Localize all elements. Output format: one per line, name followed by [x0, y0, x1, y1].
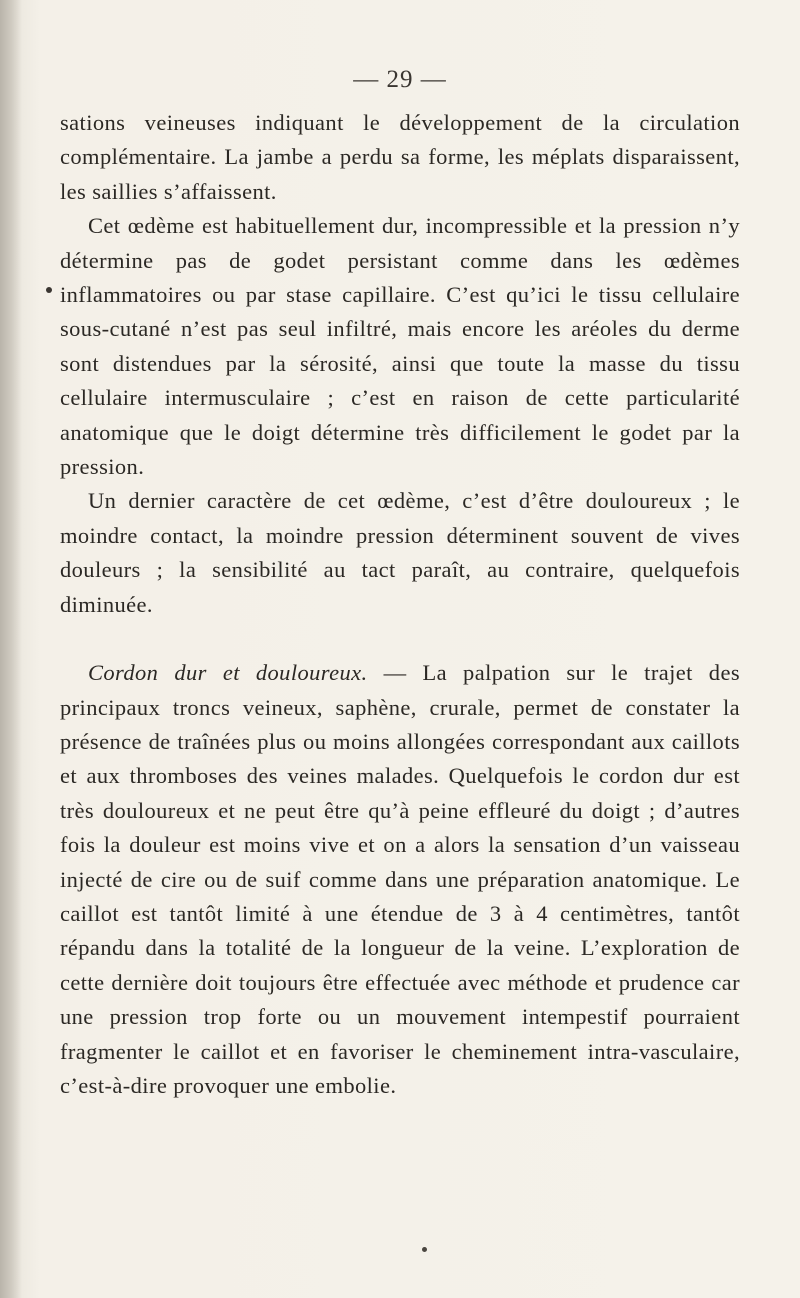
body-text	[60, 106, 740, 1103]
paragraph: sations veineuses indiquant le développement de la circulation complémentaire. La jambe a perdu sa forme, les méplats disparaissent, les saillies s’affaissent.	[60, 110, 740, 204]
paragraph: Un dernier caractère de cet œdème, c’est d’être douloureux ; le moindre contact, la moindre pression déterminent souvent de vives douleurs ; la sensibilité au tact paraît, au contraire, quelquefois diminuée.	[60, 488, 740, 617]
book-gutter-shadow	[0, 0, 22, 1298]
section-body: — La palpation sur le trajet des principaux troncs veineux, saphène, crurale, permet de constater la présence de traînées plus ou moins allongées correspondant aux caillots et aux thromboses des veines malades. Quelquefois le cordon dur est très douloureux et ne peut être qu’à peine effleuré du doigt ; d’autres fois la douleur est moins vive et on a alors la sensation d’un vaisseau injecté de cire ou de suif comme dans une préparation anatomique. Le caillot est tantôt limité à une étendue de 3 à 4 centimètres, tantôt répandu dans la totalité de la longueur de la veine. L’exploration de cette dernière doit toujours être effectuée avec méthode et prudence car une pression trop forte ou un mouvement intempestif pourraient fragmenter le caillot et en favoriser le cheminement intra-vasculaire, c’est-à-dire provoquer une embolie.	[60, 660, 740, 1098]
paragraph: Cet œdème est habituellement dur, incompressible et la pression n’y détermine pas de godet persistant comme dans les œdèmes inflammatoires ou par stase capillaire. C’est qu’ici le tissu cellulaire sous-cutané n’est pas seul infiltré, mais encore les aréoles du derme sont distendues par la sérosité, ainsi que toute la masse du tissu cellulaire intermusculaire ; c’est en raison de cette particularité anatomique que le doigt détermine très difficilement le godet par la pression.	[60, 213, 740, 480]
page-number: — 29 —	[353, 66, 447, 93]
ink-speck	[46, 287, 52, 293]
section-heading: Cordon dur et douloureux.	[88, 660, 368, 686]
section-paragraph	[60, 656, 740, 1103]
ink-speck	[422, 1247, 427, 1252]
